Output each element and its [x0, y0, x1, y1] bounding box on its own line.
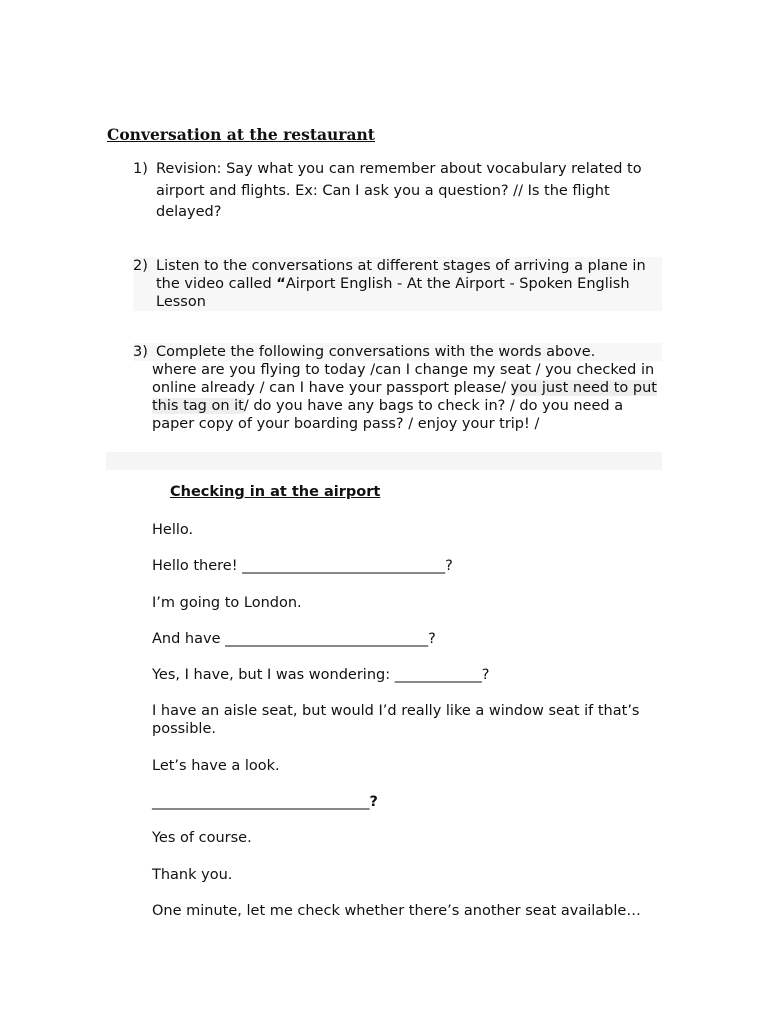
task-number: 3): [133, 344, 148, 360]
word-bank-part-2: / do you have any bags to check in? / do you need a paper copy of your boarding pass? / enjoy your trip! /: [152, 398, 624, 432]
word-bank-part-1: where are you flying to today /can I change my seat / you checked in online already / can I have your passport please/: [152, 362, 655, 396]
dialogue-line-8: [152, 793, 672, 811]
dialogue-line-5: Yes, I have, but I was wondering: ____________?: [152, 667, 490, 683]
dialogue-line-3: I’m going to London.: [152, 595, 302, 611]
video-title: Airport English - At the Airport - Spoken English Lesson: [156, 276, 630, 310]
dialogue-line-4: And have ____________________________?: [152, 631, 436, 647]
task-text: Complete the following conversations with the words above.: [156, 344, 596, 360]
question-mark: ?: [369, 794, 378, 810]
dialogue-line-10: Thank you.: [152, 867, 233, 883]
section-title: Checking in at the airport: [170, 484, 381, 500]
dialogue-line-11: One minute, let me check whether there’s another seat available…: [152, 903, 641, 919]
opening-quote: “: [276, 276, 286, 292]
dialogue-line-9: Yes of course.: [152, 830, 252, 846]
task-text: [156, 257, 662, 311]
page-title: Conversation at the restaurant: [107, 125, 375, 144]
dialogue-line-6: I have an aisle seat, but would I’d really like a window seat if that’s possible.: [152, 703, 640, 737]
shaded-divider: [106, 452, 662, 470]
task-text-start: Listen to the conversations at different stages of arriving a plane in the video called: [156, 258, 646, 292]
task-number: 2): [133, 258, 148, 274]
task-item-2: [133, 257, 662, 311]
task-number: 1): [133, 161, 148, 177]
dialogue-line-7: Let’s have a look.: [152, 758, 280, 774]
dialogue-line-1: Hello.: [152, 522, 194, 538]
task-text: Revision: Say what you can remember about vocabulary related to airport and flights. Ex: Can I ask you a question? // Is the flight delayed?: [156, 161, 642, 220]
word-bank: [152, 361, 662, 433]
dialogue-line-2: Hello there! ____________________________?: [152, 558, 453, 574]
word-bank-highlight: you just need to put this tag on it: [152, 380, 657, 414]
task-item-1: [133, 159, 663, 224]
task-item-3: [133, 343, 662, 361]
answer-blank: ______________________________: [152, 794, 370, 810]
